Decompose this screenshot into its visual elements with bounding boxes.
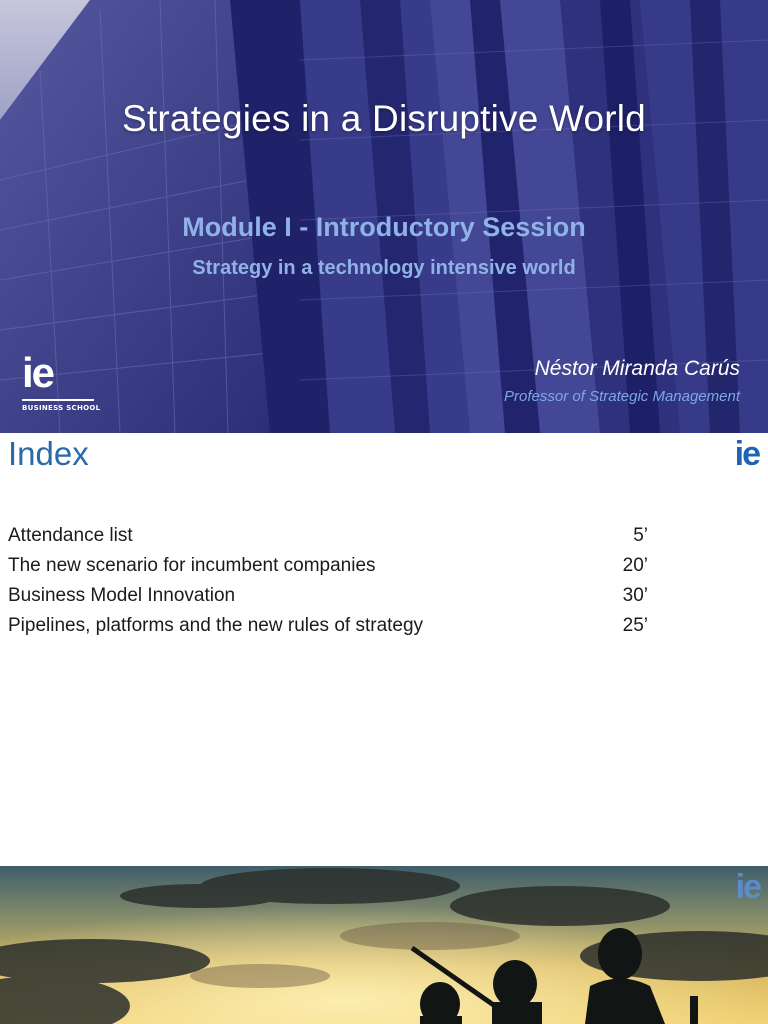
ie-business-school-logo (22, 349, 101, 414)
title-slide (0, 0, 768, 433)
ie-logo: ie (735, 868, 760, 906)
index-title: Index (8, 435, 89, 472)
agenda-item (8, 521, 648, 551)
agenda-topic: The new scenario for incumbent companies (8, 555, 376, 576)
agenda-item (8, 581, 648, 611)
agenda-item (8, 551, 648, 581)
presentation-title: Strategies in a Disruptive World (122, 98, 646, 139)
agenda-duration: 30’ (622, 585, 648, 606)
agenda-duration: 20’ (622, 555, 648, 576)
logo-divider (22, 399, 94, 401)
agenda-item (8, 611, 648, 641)
agenda-topic: Business Model Innovation (8, 585, 236, 606)
agenda-topic: Pipelines, platforms and the new rules of strategy (8, 615, 424, 636)
module-subtitle: Strategy in a technology intensive world (192, 257, 576, 279)
sunset-silhouette-photo (0, 866, 768, 1024)
sunset-photo-slide (0, 866, 768, 1024)
ie-logo: ie (734, 435, 759, 473)
author-name: Néstor Miranda Carús (534, 357, 740, 380)
logo-school-text: BUSINESS SCHOOL (22, 404, 101, 412)
agenda-duration: 5’ (633, 525, 648, 546)
agenda-topic: Attendance list (8, 525, 133, 546)
module-heading: Module I - Introductory Session (182, 212, 586, 242)
agenda-list (8, 521, 648, 641)
author-role: Professor of Strategic Management (504, 388, 740, 405)
agenda-duration: 25’ (622, 615, 648, 636)
ie-logo-mark: ie (22, 349, 54, 396)
index-slide (0, 433, 768, 866)
